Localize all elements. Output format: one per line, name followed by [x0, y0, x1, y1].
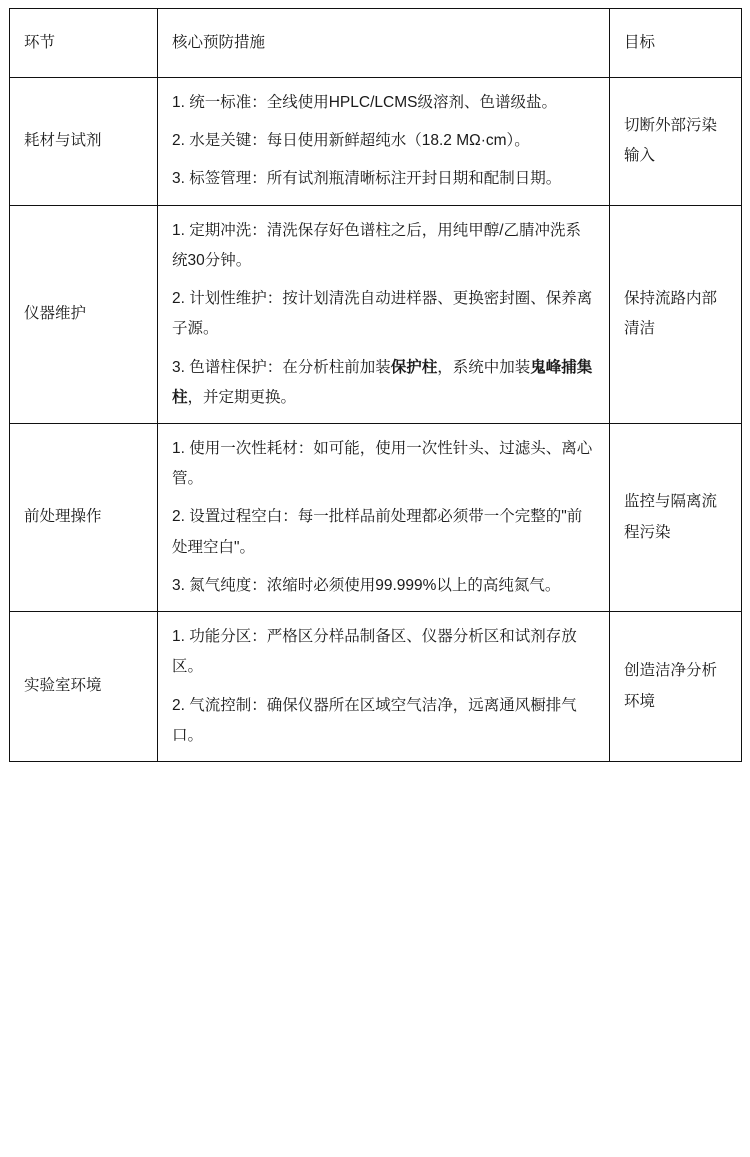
table-row	[10, 78, 742, 206]
column-header-goal: 目标	[610, 9, 742, 78]
measure-item: 1. 功能分区：严格区分样品制备区、仪器分析区和试剂存放区。	[172, 628, 577, 676]
measure-item: 2. 气流控制：确保仪器所在区域空气洁净，远离通风橱排气口。	[172, 696, 577, 744]
cell-stage: 仪器维护	[10, 205, 158, 423]
measure-item: 1. 使用一次性耗材：如可能，使用一次性针头、过滤头、离心管。	[172, 439, 593, 488]
cell-measures	[158, 78, 610, 206]
cell-stage: 耗材与试剂	[10, 78, 158, 206]
measure-item: 2. 计划性维护：按计划清洗自动进样器、更换密封圈、保养离子源。	[172, 290, 593, 338]
cell-stage: 实验室环境	[10, 612, 158, 762]
table-row	[10, 612, 742, 762]
measure-item: 3. 氮气纯度：浓缩时必须使用99.999%以上的高纯氮气。	[172, 576, 561, 594]
measure-item: 1. 定期冲洗：清洗保存好色谱柱之后，用纯甲醇/乙腈冲洗系统30分钟。	[172, 221, 582, 269]
cell-goal: 保持流路内部清洁	[610, 205, 742, 423]
cell-goal: 切断外部污染输入	[610, 78, 742, 206]
cell-goal: 创造洁净分析环境	[610, 612, 742, 762]
cell-stage: 前处理操作	[10, 423, 158, 611]
cell-measures	[158, 612, 610, 762]
cell-measures	[158, 205, 610, 423]
cell-goal: 监控与隔离流程污染	[610, 423, 742, 611]
measure-item: 2. 水是关键：每日使用新鲜超纯水（18.2 MΩ·cm）。	[172, 132, 530, 150]
table-row	[10, 205, 742, 423]
measure-item: 2. 设置过程空白：每一批样品前处理都必须带一个完整的"前处理空白"。	[172, 508, 583, 556]
measure-item: 3. 标签管理：所有试剂瓶清晰标注开封日期和配制日期。	[172, 170, 562, 188]
table-header	[10, 9, 742, 78]
column-header-measures: 核心预防措施	[158, 9, 610, 78]
cell-measures	[158, 423, 610, 611]
measure-item: 1. 统一标准：全线使用HPLC/LCMS级溶剂、色谱级盐。	[172, 94, 557, 111]
measure-item-highlighted: 3. 色谱柱保护：在分析柱前加装保护柱，系统中加装鬼峰捕集柱，并定期更换。	[172, 358, 593, 406]
table-row	[10, 423, 742, 611]
table-header-row	[10, 9, 742, 78]
column-header-stage: 环节	[10, 9, 158, 78]
table-body	[10, 78, 742, 762]
prevention-measures-table	[9, 8, 742, 762]
